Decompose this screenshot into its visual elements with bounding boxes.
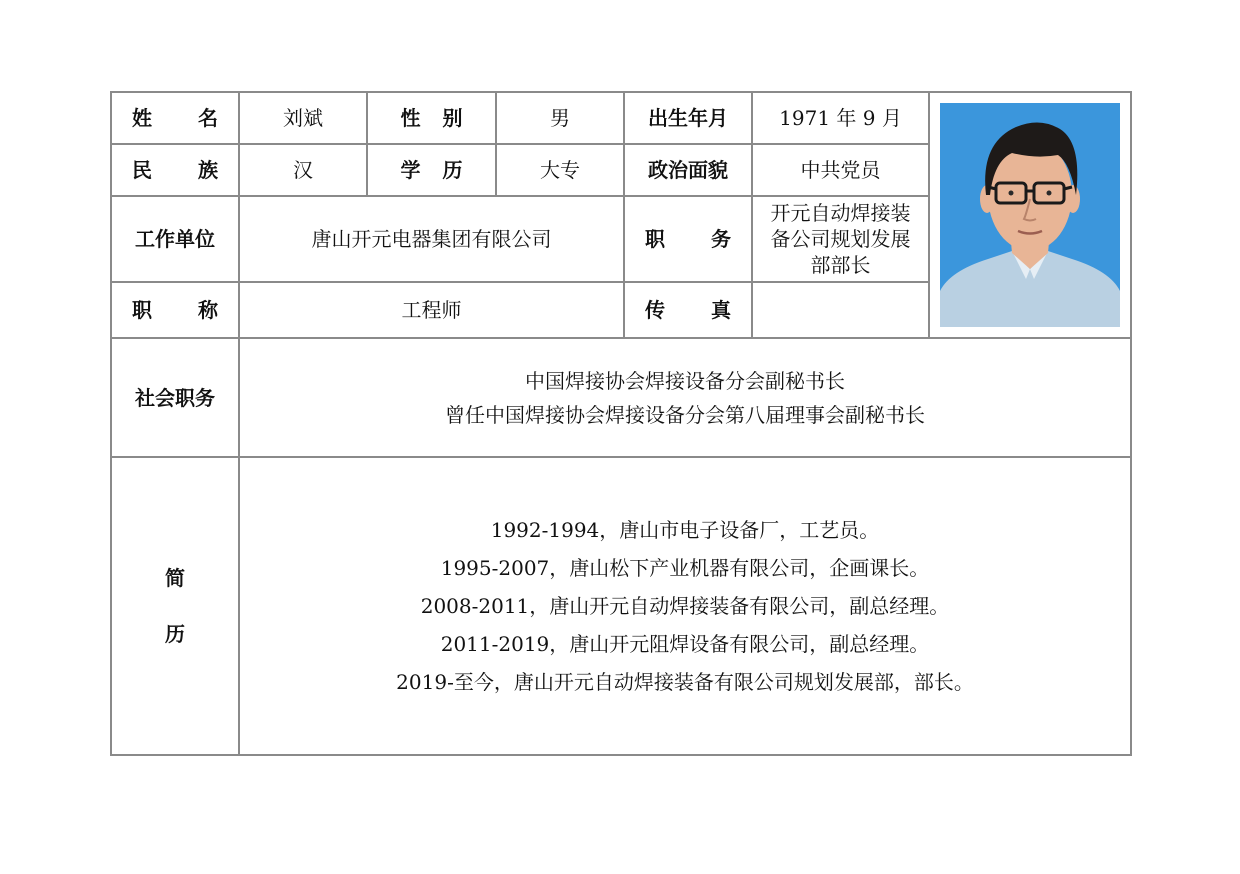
value-position — [752, 196, 929, 282]
label-resume — [111, 457, 239, 755]
value-title: 工程师 — [239, 282, 624, 338]
label-title-char-2: 称 — [198, 298, 218, 322]
profile-sheet — [110, 91, 1130, 754]
resume-item: 2019-至今，唐山开元自动焊接装备有限公司规划发展部，部长。 — [396, 670, 974, 694]
label-gender — [367, 92, 496, 144]
label-ethnicity-char-1: 民 — [132, 158, 152, 182]
label-title — [111, 282, 239, 338]
label-ethnicity-char-2: 族 — [198, 158, 218, 182]
value-name: 刘斌 — [239, 92, 367, 144]
label-gender-char-2: 别 — [442, 106, 463, 130]
label-name-char-2: 名 — [198, 106, 218, 130]
profile-table — [110, 91, 1132, 756]
label-fax-char-2: 真 — [711, 298, 731, 322]
value-position-line-2: 备公司规划发展 — [770, 227, 911, 251]
label-resume-char-1: 简 — [165, 566, 185, 590]
value-fax — [752, 282, 929, 338]
label-gender-char-1: 性 — [400, 106, 421, 130]
label-fax-char-1: 传 — [645, 298, 665, 322]
value-position-line-3: 部部长 — [810, 253, 871, 277]
portrait-photo — [940, 103, 1120, 327]
resume-item: 2011-2019，唐山开元阻焊设备有限公司，副总经理。 — [440, 632, 930, 656]
row-resume — [111, 457, 1131, 755]
social-role-item: 中国焊接协会焊接设备分会副秘书长 — [525, 368, 845, 393]
label-education-char-2: 历 — [442, 158, 463, 182]
label-position-char-1: 职 — [645, 227, 665, 251]
value-position-line-1: 开元自动焊接装 — [770, 201, 911, 225]
label-ethnicity — [111, 144, 239, 196]
value-gender: 男 — [496, 92, 624, 144]
value-ethnicity: 汉 — [239, 144, 367, 196]
label-name-char-1: 姓 — [132, 106, 152, 130]
social-roles-list — [239, 338, 1131, 457]
resume-list — [239, 457, 1131, 755]
value-political: 中共党员 — [752, 144, 929, 196]
label-position-char-2: 务 — [711, 227, 731, 251]
label-position — [624, 196, 752, 282]
label-education-char-1: 学 — [400, 158, 421, 182]
label-name — [111, 92, 239, 144]
label-title-char-1: 职 — [132, 298, 152, 322]
resume-item: 2008-2011，唐山开元自动焊接装备有限公司，副总经理。 — [420, 594, 950, 618]
photo-cell — [929, 92, 1131, 338]
label-social-roles: 社会职务 — [111, 338, 239, 457]
row-social-roles — [111, 338, 1131, 457]
label-political: 政治面貌 — [624, 144, 752, 196]
label-resume-char-2: 历 — [165, 622, 185, 646]
value-employer: 唐山开元电器集团有限公司 — [239, 196, 624, 282]
row-name — [111, 92, 1131, 144]
label-birth: 出生年月 — [624, 92, 752, 144]
social-role-item: 曾任中国焊接协会焊接设备分会第八届理事会副秘书长 — [445, 402, 925, 427]
label-employer: 工作单位 — [111, 196, 239, 282]
value-birth: 1971 年 9 月 — [752, 92, 929, 144]
value-education: 大专 — [496, 144, 624, 196]
label-education — [367, 144, 496, 196]
label-fax — [624, 282, 752, 338]
resume-item: 1992-1994，唐山市电子设备厂，工艺员。 — [490, 518, 880, 542]
resume-item: 1995-2007，唐山松下产业机器有限公司，企画课长。 — [440, 556, 930, 580]
